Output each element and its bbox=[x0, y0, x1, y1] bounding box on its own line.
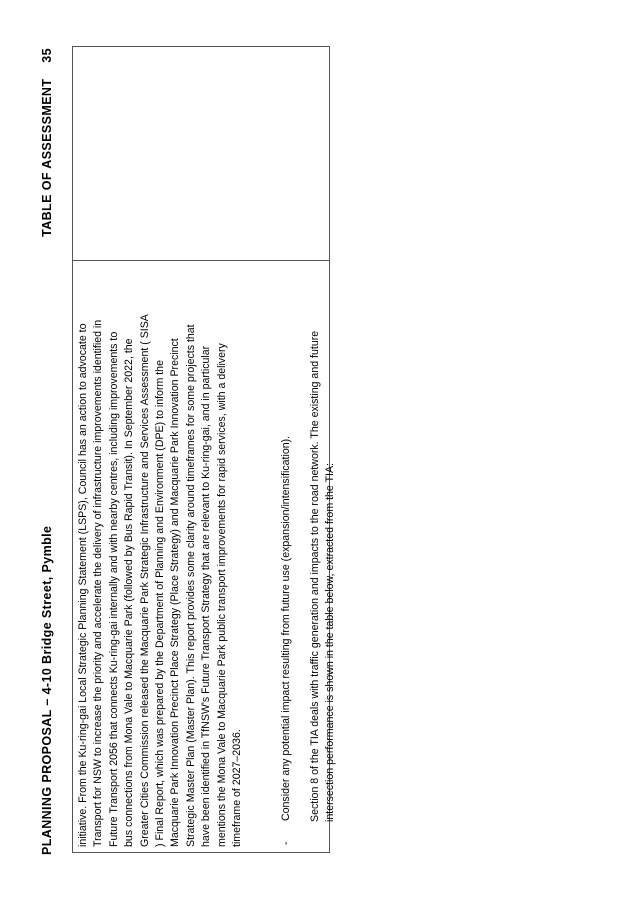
section-title: TABLE OF ASSESSMENT bbox=[40, 78, 54, 237]
assessment-table bbox=[72, 46, 337, 853]
spacer bbox=[245, 267, 262, 847]
assessment-comment-cell bbox=[73, 260, 337, 852]
paragraph-line: ) Final Report, which was prepared by the Department of Planning and Environment (DPE) to inform the bbox=[154, 360, 167, 847]
bullet-item bbox=[279, 267, 294, 847]
paragraph-line: Section 8 of the TIA deals with traffic generation and impacts to the road network. The existing and future bbox=[308, 330, 321, 822]
transport-paragraph bbox=[76, 267, 245, 847]
bullet-dash: - bbox=[280, 841, 293, 845]
paragraph-line: Transport for NSW to increase the priority and accelerate the delivery of infrastructure improvements identified in bbox=[92, 319, 105, 847]
paragraph-line: Greater Cities Commission released the Macquarie Park Strategic Infrastructure and Services Assessment ( SISA bbox=[138, 314, 151, 847]
spacer bbox=[262, 267, 279, 847]
paragraph-line: mentions the Mona Vale to Macquarie Park public transport improvements for rapid services, with a delivery bbox=[215, 343, 228, 847]
paragraph-line: intersection performance is shown in the table below, extracted from the TIA: bbox=[324, 463, 337, 822]
bullet-text: Consider any potential impact resulting from future use (expansion/intensification). bbox=[280, 435, 293, 821]
paragraph-line: Future Transport 2056 that connects Ku-ring-gai internally and with nearby centres, including improvements to bbox=[107, 331, 120, 847]
paragraph-line: timeframe of 2027–2036. bbox=[231, 729, 244, 847]
section-header bbox=[40, 48, 54, 237]
paragraph-line: have been identified in TfNSW's Future Transport Strategy that are relevant to Ku-ring-gai, and in particular bbox=[200, 345, 213, 847]
paragraph-line: initiative. From the Ku-ring-gai Local Strategic Planning Statement (LSPS), Council has an action to advocate to bbox=[77, 323, 89, 847]
paragraph-line: Macquarie Park Innovation Precinct Place Strategy (Place Strategy) and Macquarie Park Innovation Precinct bbox=[169, 338, 182, 847]
empty-assessment-cell bbox=[73, 47, 329, 260]
section8-paragraph bbox=[308, 267, 339, 847]
paragraph-line: Strategic Master Plan (Master Plan). This report provides some clarity around timeframes for some projects that bbox=[184, 324, 197, 847]
document-title: PLANNING PROPOSAL – 4-10 Bridge Street, Pymble bbox=[40, 525, 54, 855]
page-number: 35 bbox=[40, 48, 54, 63]
paragraph-line: bus connections from Mona Vale to Macquarie Park (followed by Bus Rapid Transit). In September 2022, the bbox=[123, 338, 136, 847]
